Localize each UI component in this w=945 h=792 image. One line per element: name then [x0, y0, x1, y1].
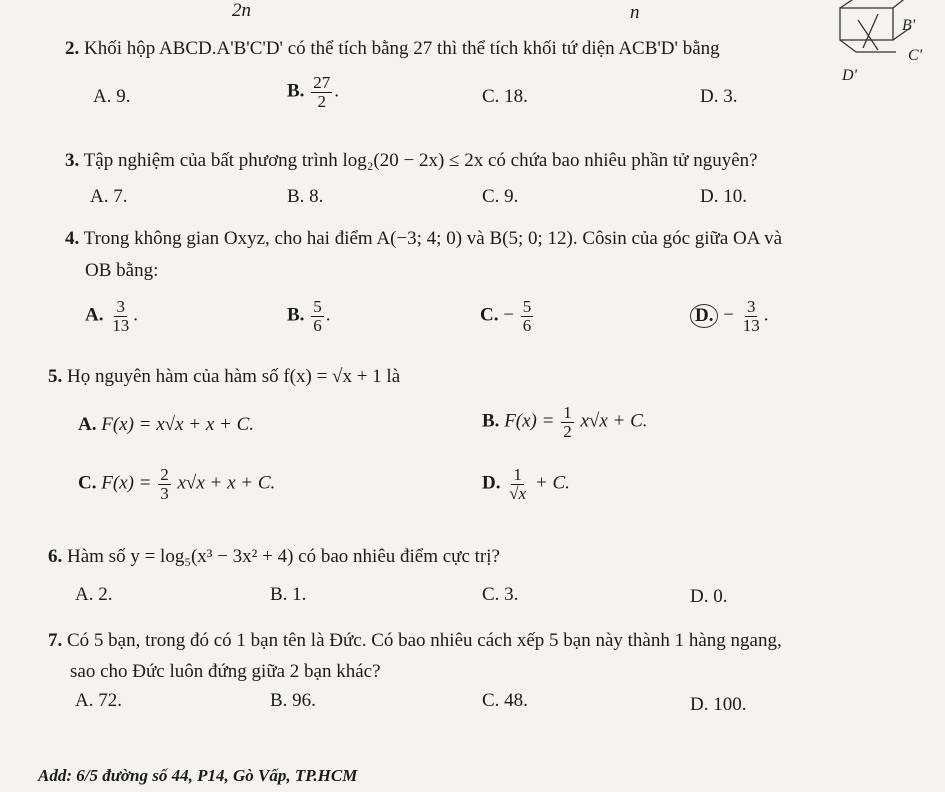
question-6 — [48, 546, 500, 568]
footer-address: Add: 6/5 đường số 44, P14, Gò Vấp, TP.HCM — [38, 766, 358, 785]
question-text: Họ nguyên hàm của hàm số f(x) = √x + 1 là — [67, 366, 401, 387]
option-suffix: x√x + C. — [580, 410, 648, 432]
fraction — [158, 466, 171, 503]
q5-option-a[interactable] — [78, 414, 254, 436]
cube-diagonals — [858, 14, 878, 50]
q7-option-b[interactable]: B. 96. — [270, 690, 316, 711]
option-label: B. — [482, 410, 500, 432]
fraction — [561, 404, 574, 441]
q5-option-b[interactable] — [482, 404, 648, 441]
sketch-label-b: B' — [902, 17, 916, 34]
q6-option-c[interactable]: C. 3. — [482, 584, 519, 605]
q7-option-a[interactable]: A. 72. — [75, 690, 122, 711]
q7-option-d[interactable]: D. 100. — [690, 694, 747, 715]
option-label-circled: D. — [690, 304, 718, 328]
q4-option-d[interactable]: D. − $\frac{3}{13}$ . — [690, 298, 768, 335]
question-5 — [48, 366, 400, 388]
minus-sign: − — [723, 304, 734, 326]
option-prefix: F(x) = — [101, 472, 152, 494]
question-2 — [65, 38, 720, 60]
option-suffix: x√x + x + C. — [177, 472, 276, 494]
option-label: C. — [78, 472, 97, 494]
q3-option-d[interactable]: D. 10. — [700, 186, 747, 207]
q2-option-c[interactable]: C. 18. — [482, 86, 528, 107]
denominator: √x — [509, 483, 527, 503]
top-fragment-left: 2n — [232, 0, 251, 21]
question-number: 6. — [48, 546, 63, 567]
option-prefix: F(x) = — [504, 410, 555, 432]
question-number: 5. — [48, 366, 63, 387]
q2-option-a[interactable]: A. 9. — [93, 86, 131, 107]
denominator: 6 — [313, 315, 322, 335]
cube-front-face — [840, 8, 893, 40]
question-number: 7. — [48, 630, 63, 651]
numerator: 5 — [522, 297, 532, 316]
numerator: 5 — [313, 297, 322, 316]
numerator: 2 — [160, 465, 169, 484]
option-label: A. — [85, 304, 104, 326]
q6-option-b[interactable]: B. 1. — [270, 584, 307, 605]
question-3 — [65, 150, 758, 172]
q3-option-b[interactable]: B. 8. — [287, 186, 324, 207]
numerator: 27 — [313, 73, 331, 92]
option-label: A. — [78, 414, 97, 435]
q3-option-a[interactable]: A. 7. — [90, 186, 128, 207]
denominator: 2 — [563, 421, 572, 441]
question-text: Tập nghiệm của bất phương trình log₂(20 − 2x) ≤ 2x có chứa bao nhiêu phần tử nguyên? — [83, 150, 758, 171]
q2-option-b[interactable]: B. $\frac{27}{2}$ . — [287, 73, 339, 111]
denominator: 13 — [112, 315, 130, 335]
q4-option-a[interactable]: A. $\frac{3}{13}$ . — [85, 297, 138, 335]
question-text: Hàm số y = log₅(x³ − 3x² + 4) có bao nhiêu điểm cực trị? — [67, 546, 500, 567]
cube-sketch — [818, 0, 938, 95]
question-text: Trong không gian Oxyz, cho hai điểm A(−3; 4; 0) và B(5; 0; 12). Côsin của góc giữa OA và — [83, 228, 783, 249]
question-number: 2. — [65, 38, 80, 59]
question-4-line2: OB bằng: — [85, 260, 159, 281]
q5-option-c[interactable] — [78, 466, 275, 503]
question-7 — [48, 630, 782, 652]
question-number: 4. — [65, 228, 80, 249]
denominator: 2 — [317, 91, 326, 111]
fraction — [507, 466, 528, 503]
option-suffix: + C. — [534, 472, 570, 494]
q2-option-d[interactable]: D. 3. — [700, 86, 738, 107]
q7-option-c[interactable]: C. 48. — [482, 690, 528, 711]
q6-option-d[interactable]: D. 0. — [690, 586, 728, 607]
q5-option-d[interactable] — [482, 466, 570, 503]
denominator: 13 — [742, 315, 760, 335]
question-7-line2: sao cho Đức luôn đứng giữa 2 bạn khác? — [70, 661, 381, 682]
option-text: F(x) = x√x + x + C. — [101, 414, 255, 435]
numerator: 1 — [563, 403, 572, 422]
numerator: 1 — [513, 465, 522, 484]
option-label: D. — [482, 472, 501, 494]
question-4 — [65, 228, 782, 250]
sketch-label-d: D' — [842, 67, 857, 84]
denominator: 6 — [522, 315, 532, 335]
cube-bottom — [840, 40, 896, 52]
option-label: C. — [480, 304, 499, 326]
option-label: B. — [287, 304, 305, 326]
fraction — [311, 74, 332, 111]
q6-option-a[interactable]: A. 2. — [75, 584, 113, 605]
question-number: 3. — [65, 150, 80, 171]
question-text: Có 5 bạn, trong đó có 1 bạn tên là Đức. Có bao nhiêu cách xếp 5 bạn này thành 1 hàng ngang, — [67, 630, 782, 651]
fraction — [741, 298, 762, 335]
q3-option-c[interactable]: C. 9. — [482, 186, 519, 207]
q4-option-b[interactable]: B. $\frac{5}{6}$ . — [287, 297, 331, 335]
fraction — [521, 298, 534, 335]
top-fragment-right: n — [630, 2, 640, 23]
fraction — [110, 298, 131, 335]
q4-option-c[interactable] — [480, 298, 535, 335]
option-label: B. — [287, 80, 305, 102]
numerator: 3 — [746, 297, 756, 316]
fraction — [311, 298, 324, 335]
minus-sign: − — [503, 304, 514, 326]
numerator: 3 — [116, 297, 125, 316]
sketch-label-c: C' — [908, 47, 923, 64]
denominator: 3 — [160, 483, 169, 503]
question-text: Khối hộp ABCD.A'B'C'D' có thể tích bằng 27 thì thể tích khối tứ diện ACB'D' bằng — [84, 38, 720, 59]
